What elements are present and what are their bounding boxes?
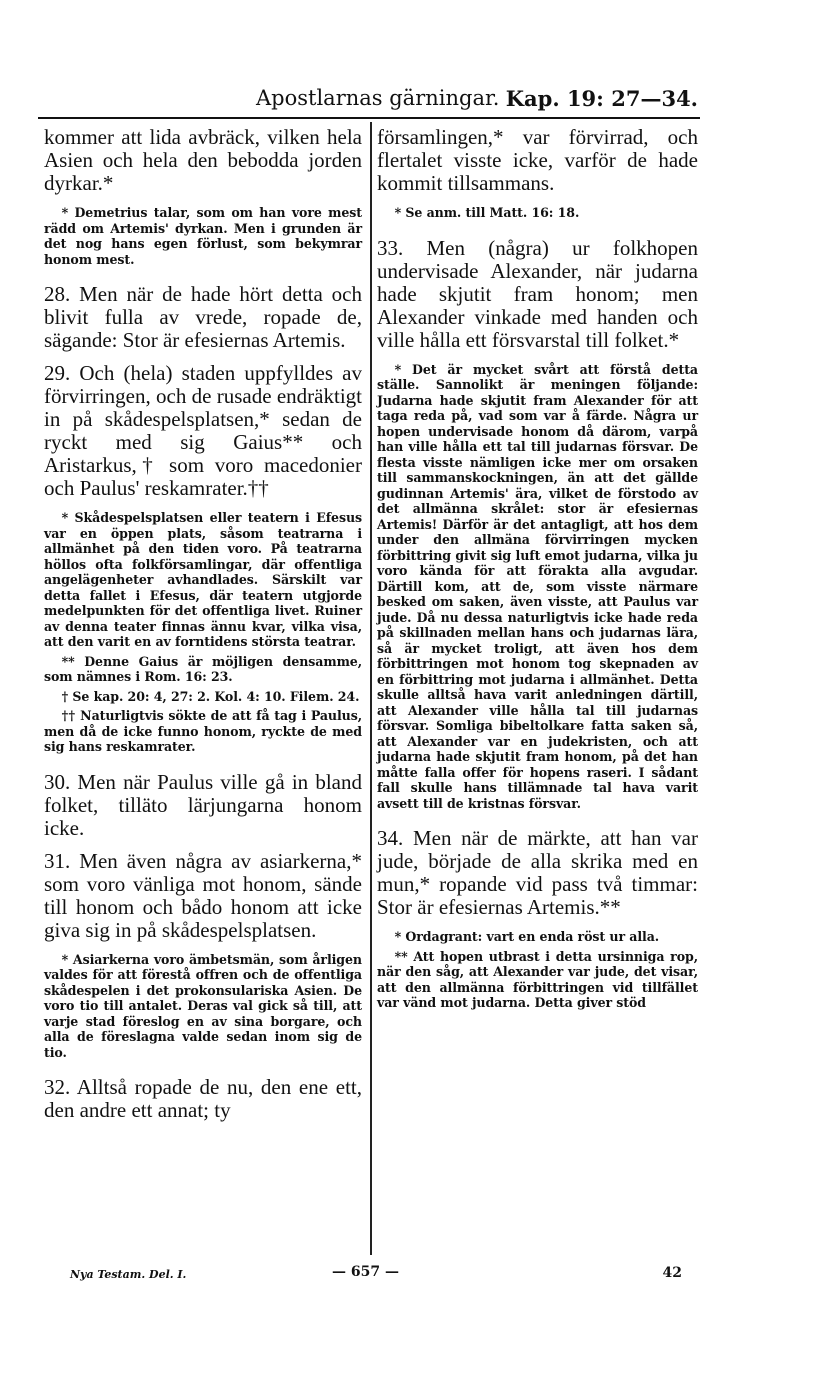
- right-column: [377, 126, 698, 1015]
- verse-33: 33. Men (några) ur folkhopen undervisade Alexander, när judarna hade skjutit fram honom; men Alexander vinkade med handen och ville hålla ett försvarstal till folket.*: [377, 235, 698, 352]
- footnote-27: * Demetrius talar, som om han vore mest rädd om Artemis' dyrkan. Men i grunden är det nog hans egen förlust, som bekymrar honom mest.: [44, 205, 362, 267]
- footnote-29-b: ** Denne Gaius är möjligen densamme, som nämnes i Rom. 16: 23.: [44, 653, 362, 684]
- column-divider: [370, 122, 372, 1255]
- footer-source: Nya Testam. Del. I.: [70, 1268, 187, 1281]
- page-number: — 657 —: [332, 1264, 399, 1280]
- verse-30: 30. Men när Paulus ville gå in bland folket, tilläto lärjungarna honom icke.: [44, 769, 362, 840]
- header-rule: [38, 117, 700, 119]
- footnote-29-d: †† Naturligtvis sökte de att få tag i Paulus, men då de icke funno honom, ryckte de med sig hans reskamrater.: [44, 708, 362, 754]
- verse-32-continuation: församlingen,* var förvirrad, och flertalet visste icke, varför de hade kommit tillsammans.: [377, 125, 698, 195]
- left-column: [44, 126, 362, 1132]
- page-footer: [40, 1262, 698, 1286]
- running-header: [40, 86, 698, 116]
- book-title: Apostlarnas gärningar.: [256, 86, 500, 110]
- footnote-33: * Det är mycket svårt att förstå detta ställe. Sannolikt är meningen följande: Judarna hade skjutit fram Alexander för att taga reda på, vad som var å färde. Några ur hopen undervisade honom då därom, varpå han ville hålla ett tal till judarnas försvar. De flesta visste nämligen icke mer om orsaken till sammanskockningen, än att det gällde gudinnan Artemis' ära, vilket de förstodo av det allmänna skrålet: stor är efesiernas Artemis! Därför är det antagligt, att hos dem under den allmäna förvirringen mycken förbittring givit sig luft emot judarna, vilka ju voro kända för att förakta alla avgudar. Därtill kom, att de, som visste närmare besked om saken, även visste, att Paulus var jude. Då nu dessa naturligtvis icke hade reda på skillnaden mellan hans och judarnas lära, så är mycket troligt, att även hos dem förbittringen mot honom tog skepnaden av en förbittring mot judarna i allmänhet. Detta skulle alltså hava varit anledningen därtill, att Alexander ville hålla tal till judarnas försvar. Somliga bibeltolkare fatta saken så, att Alexander var en judekristen, och att judarna hade skjutit fram honom, på det han måtte falla offer för hopens raseri. I sådant fall skulle hans tillämnade tal hava varit avsett till de kristnas försvar.: [377, 361, 698, 811]
- footnote-34-a: * Ordagrant: vart en enda röst ur alla.: [394, 929, 660, 944]
- footnote-31: * Asiarkerna voro ämbetsmän, som årligen valdes för att förestå offren och de offentliga skådespelen i det prokonsulariska Asien. De voro tio till antalet. Deras val gick så till, att varje stad föreslog en av sina borgare, och alla de föreslagna valde sedan inom sig de tio.: [44, 951, 362, 1060]
- verse-29: 29. Och (hela) staden uppfylldes av förvirringen, och de rusade endräktigt in på skådespelsplatsen,* sedan de ryckt med sig Gaius** och Aristarkus,† som voro macedonier och Paulus' reskamrater.††: [44, 361, 362, 500]
- footnote-29-a: * Skådespelsplatsen eller teatern i Efesus var en öppen plats, såsom teatrarna i allmänhet på den tiden voro. På teatrarna höllos ofta folkförsamlingar, där offentliga angelägenheter avhandlades. Särskilt var detta fallet i Efesus, där teatern utgjorde medelpunkten för det offentliga livet. Ruiner av denna teater finnas ännu kvar, vilka visa, att den varit en av forntidens största teatrar.: [44, 510, 362, 649]
- chapter-reference: Kap. 19: 27—34.: [505, 86, 698, 111]
- footnote-32: * Se anm. till Matt. 16: 18.: [394, 205, 580, 220]
- verse-34: 34. Men när de märkte, att han var jude, började de alla skrika med en mun,* ropande vid pass två timmar: Stor är efesiernas Artemis.**: [377, 826, 698, 919]
- footnote-29-c: † Se kap. 20: 4, 27: 2. Kol. 4: 10. Filem. 24.: [61, 688, 360, 704]
- verse-31: 31. Men även några av asiarkerna,* som voro vänliga mot honom, sände till honom och bådo honom att icke giva sig in på skådespelsplatsen.: [44, 848, 362, 942]
- signature-mark: 42: [662, 1265, 682, 1281]
- verse-27-continuation: kommer att lida avbräck, vilken hela Asien och hela den bebodda jorden dyrkar.*: [44, 125, 362, 195]
- verse-28: 28. Men när de hade hört detta och blivit fulla av vrede, ropade de, sägande: Stor är efesiernas Artemis.: [44, 282, 362, 352]
- verse-32: 32. Alltså ropade de nu, den ene ett, den andre ett annat; ty: [44, 1075, 362, 1122]
- footnote-34-b: ** Att hopen utbrast i detta ursinniga rop, när den såg, att Alexander var jude, det visar, att den allmänna förbittringen vid tillfället var vänd mot judarna. Detta giver stöd: [377, 948, 698, 1010]
